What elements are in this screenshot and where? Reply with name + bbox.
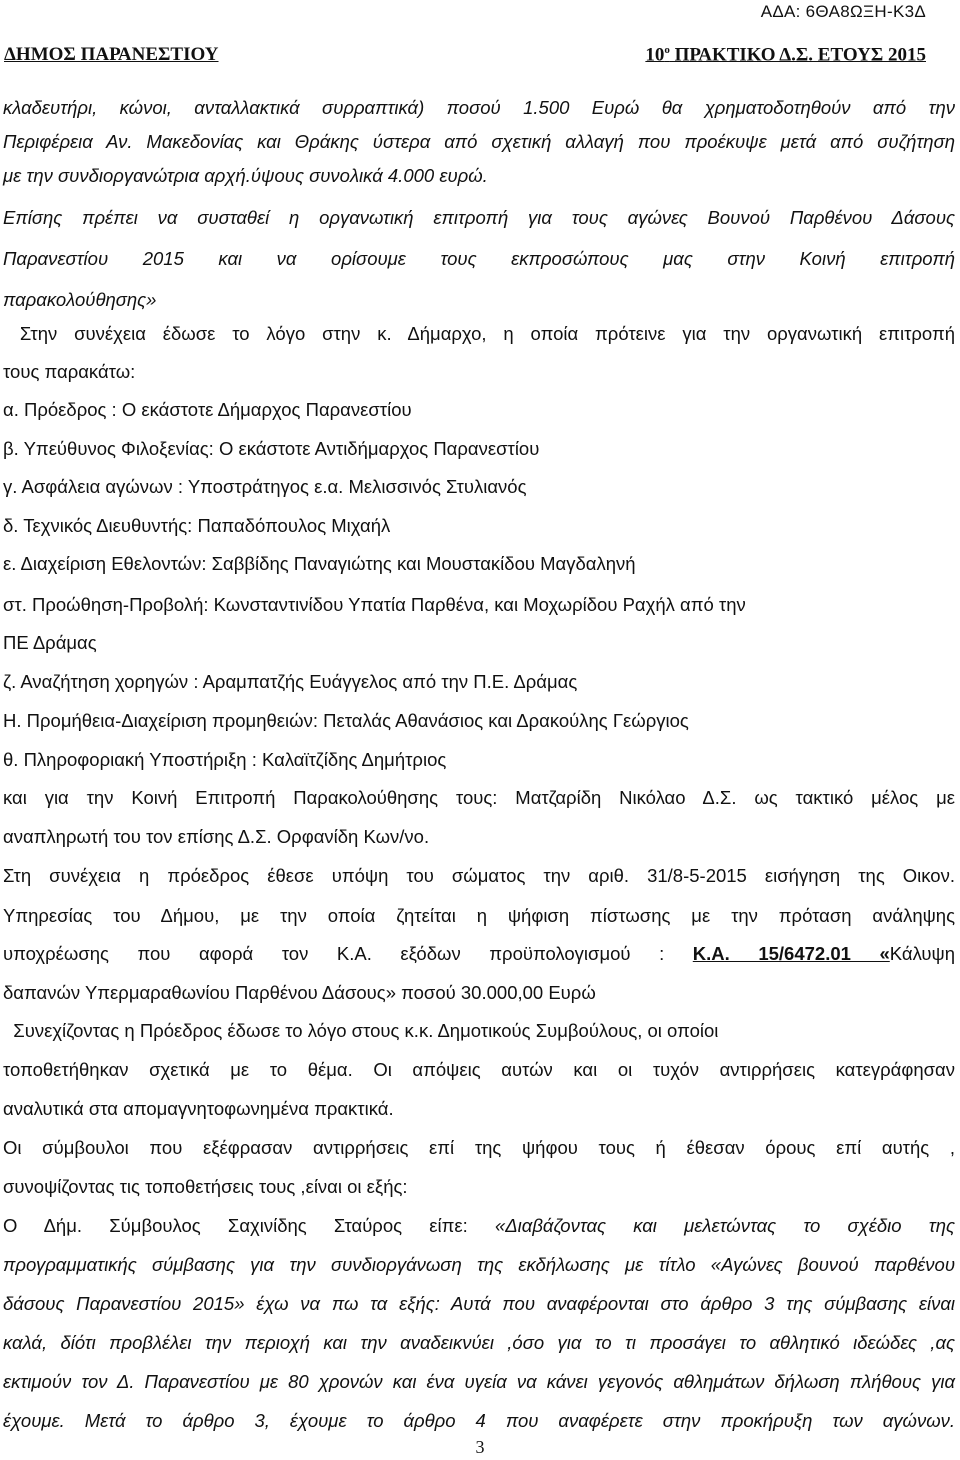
text-line: Περιφέρεια Αν. Μακεδονίας και Θράκης ύστερα από σχετική αλλαγή που προέκυψε μετά από συζήτηση: [3, 131, 955, 152]
ada-code: ΑΔΑ: 6ΘΑ8ΩΞΗ-Κ3Δ: [760, 2, 926, 21]
text-line: Στη συνέχεια η πρόεδρος έθεσε υπόψη του σώματος την αριθ. 31/8-5-2015 εισήγηση της Οικον.: [3, 865, 955, 886]
quote-line: έχουμε. Μετά το άρθρο 3, έχουμε το άρθρο 4 που αναφέρετε στην προκήρυξη των αγώνων.: [3, 1410, 955, 1431]
text-line: Οι σύμβουλοι που εξέφρασαν αντιρρήσεις επί της ψήφου τους ή έθεσαν όρους επί αυτής ,: [3, 1137, 955, 1158]
text-line: δαπανών Υπερμαραθωνίου Παρθένου Δάσους» ποσού 30.000,00 Ευρώ: [3, 982, 596, 1003]
text-line: τοποθετήθηκαν σχετικά με το θέμα. Οι απόψεις αυτών και οι τυχόν αντιρρήσεις κατεγράφησαν: [3, 1059, 955, 1080]
text-line: τους παρακάτω:: [3, 361, 136, 382]
text-span: Ο Δήμ. Σύμβουλος Σαχινίδης Σταύρος είπε:: [3, 1215, 495, 1236]
quote-line: εκτιμούν τον Δ. Παρανεστίου με 80 χρονών και ένα υγεία να κάνει γεγονός αθλημάτων δήλωση πλήθους για: [3, 1371, 955, 1392]
quote-span: «Διαβάζοντας και μελετώντας το σχέδιο της: [494, 1215, 955, 1236]
text-line: αναλυτικά στα απομαγνητοφωνημένα πρακτικά.: [3, 1098, 394, 1119]
quote-line: καλά, δίότι προβλέλει την περιοχή και την αναδεικνύει ,όσο για το τι προσάγει το αθλητικό ιδεώδες ,ας: [3, 1332, 955, 1353]
committee-item: α. Πρόεδρος : Ο εκάστοτε Δήμαρχος Παρανεστίου: [3, 399, 412, 420]
committee-item: ε. Διαχείριση Εθελοντών: Σαββίδης Παναγιώτης και Μουστακίδου Μαγδαληνή: [3, 553, 636, 574]
text-line: [3, 942, 955, 966]
record-header: [645, 44, 926, 66]
text-line: παρακολούθησης»: [3, 289, 157, 310]
text-line: κλαδευτήρι, κώνοι, ανταλλακτικά συρραπτικά) ποσού 1.500 Ευρώ θα χρηματοδοτηθούν από την: [3, 97, 955, 118]
text-line: και για την Κοινή Επιτροπή Παρακολούθησης τους: Ματζαρίδη Νικόλαο Δ.Σ. ως τακτικό μέλος με: [3, 787, 955, 808]
quote-line: προγραμματικής σύμβασης για την συνδιοργάνωση της εκδήλωσης με τίτλο «Αγώνες βουνού παρθένου: [3, 1254, 955, 1275]
text-line: Στην συνέχεια έδωσε το λόγο στην κ. Δήμαρχο, η οποία πρότεινε για την οργανωτική επιτροπή: [3, 323, 955, 344]
budget-code: Κ.Α. 15/6472.01 «: [692, 943, 890, 964]
text-line: Υπηρεσίας του Δήμου, με την οποία ζητείται η ψήφιση πίστωσης με την πρόταση ανάληψης: [3, 905, 955, 926]
record-title: ΠΡΑΚΤΙΚΟ Δ.Σ. ΕΤΟΥΣ 2015: [669, 44, 926, 66]
text-span: υποχρέωσης που αφορά τον Κ.Α. εξόδων προϋπολογισμού :: [3, 943, 693, 964]
text-line: Παρανεστίου 2015 και να ορίσουμε τους εκπροσώπους μας στην Κοινή επιτροπή: [3, 248, 955, 269]
text-line: συνοψίζοντας τις τοποθετήσεις τους ,είναι οι εξής:: [3, 1176, 408, 1197]
committee-item: β. Υπεύθυνος Φιλοξενίας: Ο εκάστοτε Αντιδήμαρχος Παρανεστίου: [3, 438, 540, 459]
text-line: ΠΕ Δράμας: [3, 632, 97, 653]
committee-item: θ. Πληροφοριακή Υποστήριξη : Καλαϊτζίδης Δημήτριος: [3, 749, 447, 770]
quote-line: δάσους Παρανεστίου 2015» έχω να πω τα εξής: Αυτά που αναφέρονται στο άρθρο 3 της σύμβασης είναι: [3, 1293, 955, 1314]
text-span: Κάλυψη: [889, 943, 955, 964]
committee-item: ζ. Αναζήτηση χορηγών : Αραμπατζής Ευάγγελος από την Π.Ε. Δράμας: [3, 671, 578, 692]
text-line: αναπληρωτή του τον επίσης Δ.Σ. Ορφανίδη Κων/νο.: [3, 826, 430, 847]
record-number: 10: [645, 44, 665, 66]
committee-item: στ. Προώθηση-Προβολή: Κωνσταντινίδου Υπατία Παρθένα, και Μοχωρίδου Ραχήλ από την: [3, 594, 746, 615]
text-line: [3, 1214, 955, 1238]
text-line: Συνεχίζοντας η Πρόεδρος έδωσε το λόγο στους κ.κ. Δημοτικούς Συμβούλους, οι οποίοι: [3, 1020, 719, 1041]
municipality-header: ΔΗΜΟΣ ΠΑΡΑΝΕΣΤΙΟΥ: [4, 44, 219, 65]
committee-item: Η. Προμήθεια-Διαχείριση προμηθειών: Πεταλάς Αθανάσιος και Δρακούλης Γεώργιος: [3, 710, 689, 731]
committee-item: δ. Τεχνικός Διευθυντής: Παπαδόπουλος Μιχαήλ: [3, 515, 391, 536]
text-line: με την συνδιοργανώτρια αρχή.ύψους συνολικά 4.000 ευρώ.: [3, 165, 488, 186]
committee-item: γ. Ασφάλεια αγώνων : Υποστράτηγος ε.α. Μελισσινός Στυλιανός: [3, 476, 527, 497]
text-line: Επίσης πρέπει να συσταθεί η οργανωτική επιτροπή για τους αγώνες Βουνού Παρθένου Δάσους: [3, 207, 955, 228]
record-ordinal: ο: [664, 44, 670, 56]
page-number: 3: [475, 1437, 485, 1457]
